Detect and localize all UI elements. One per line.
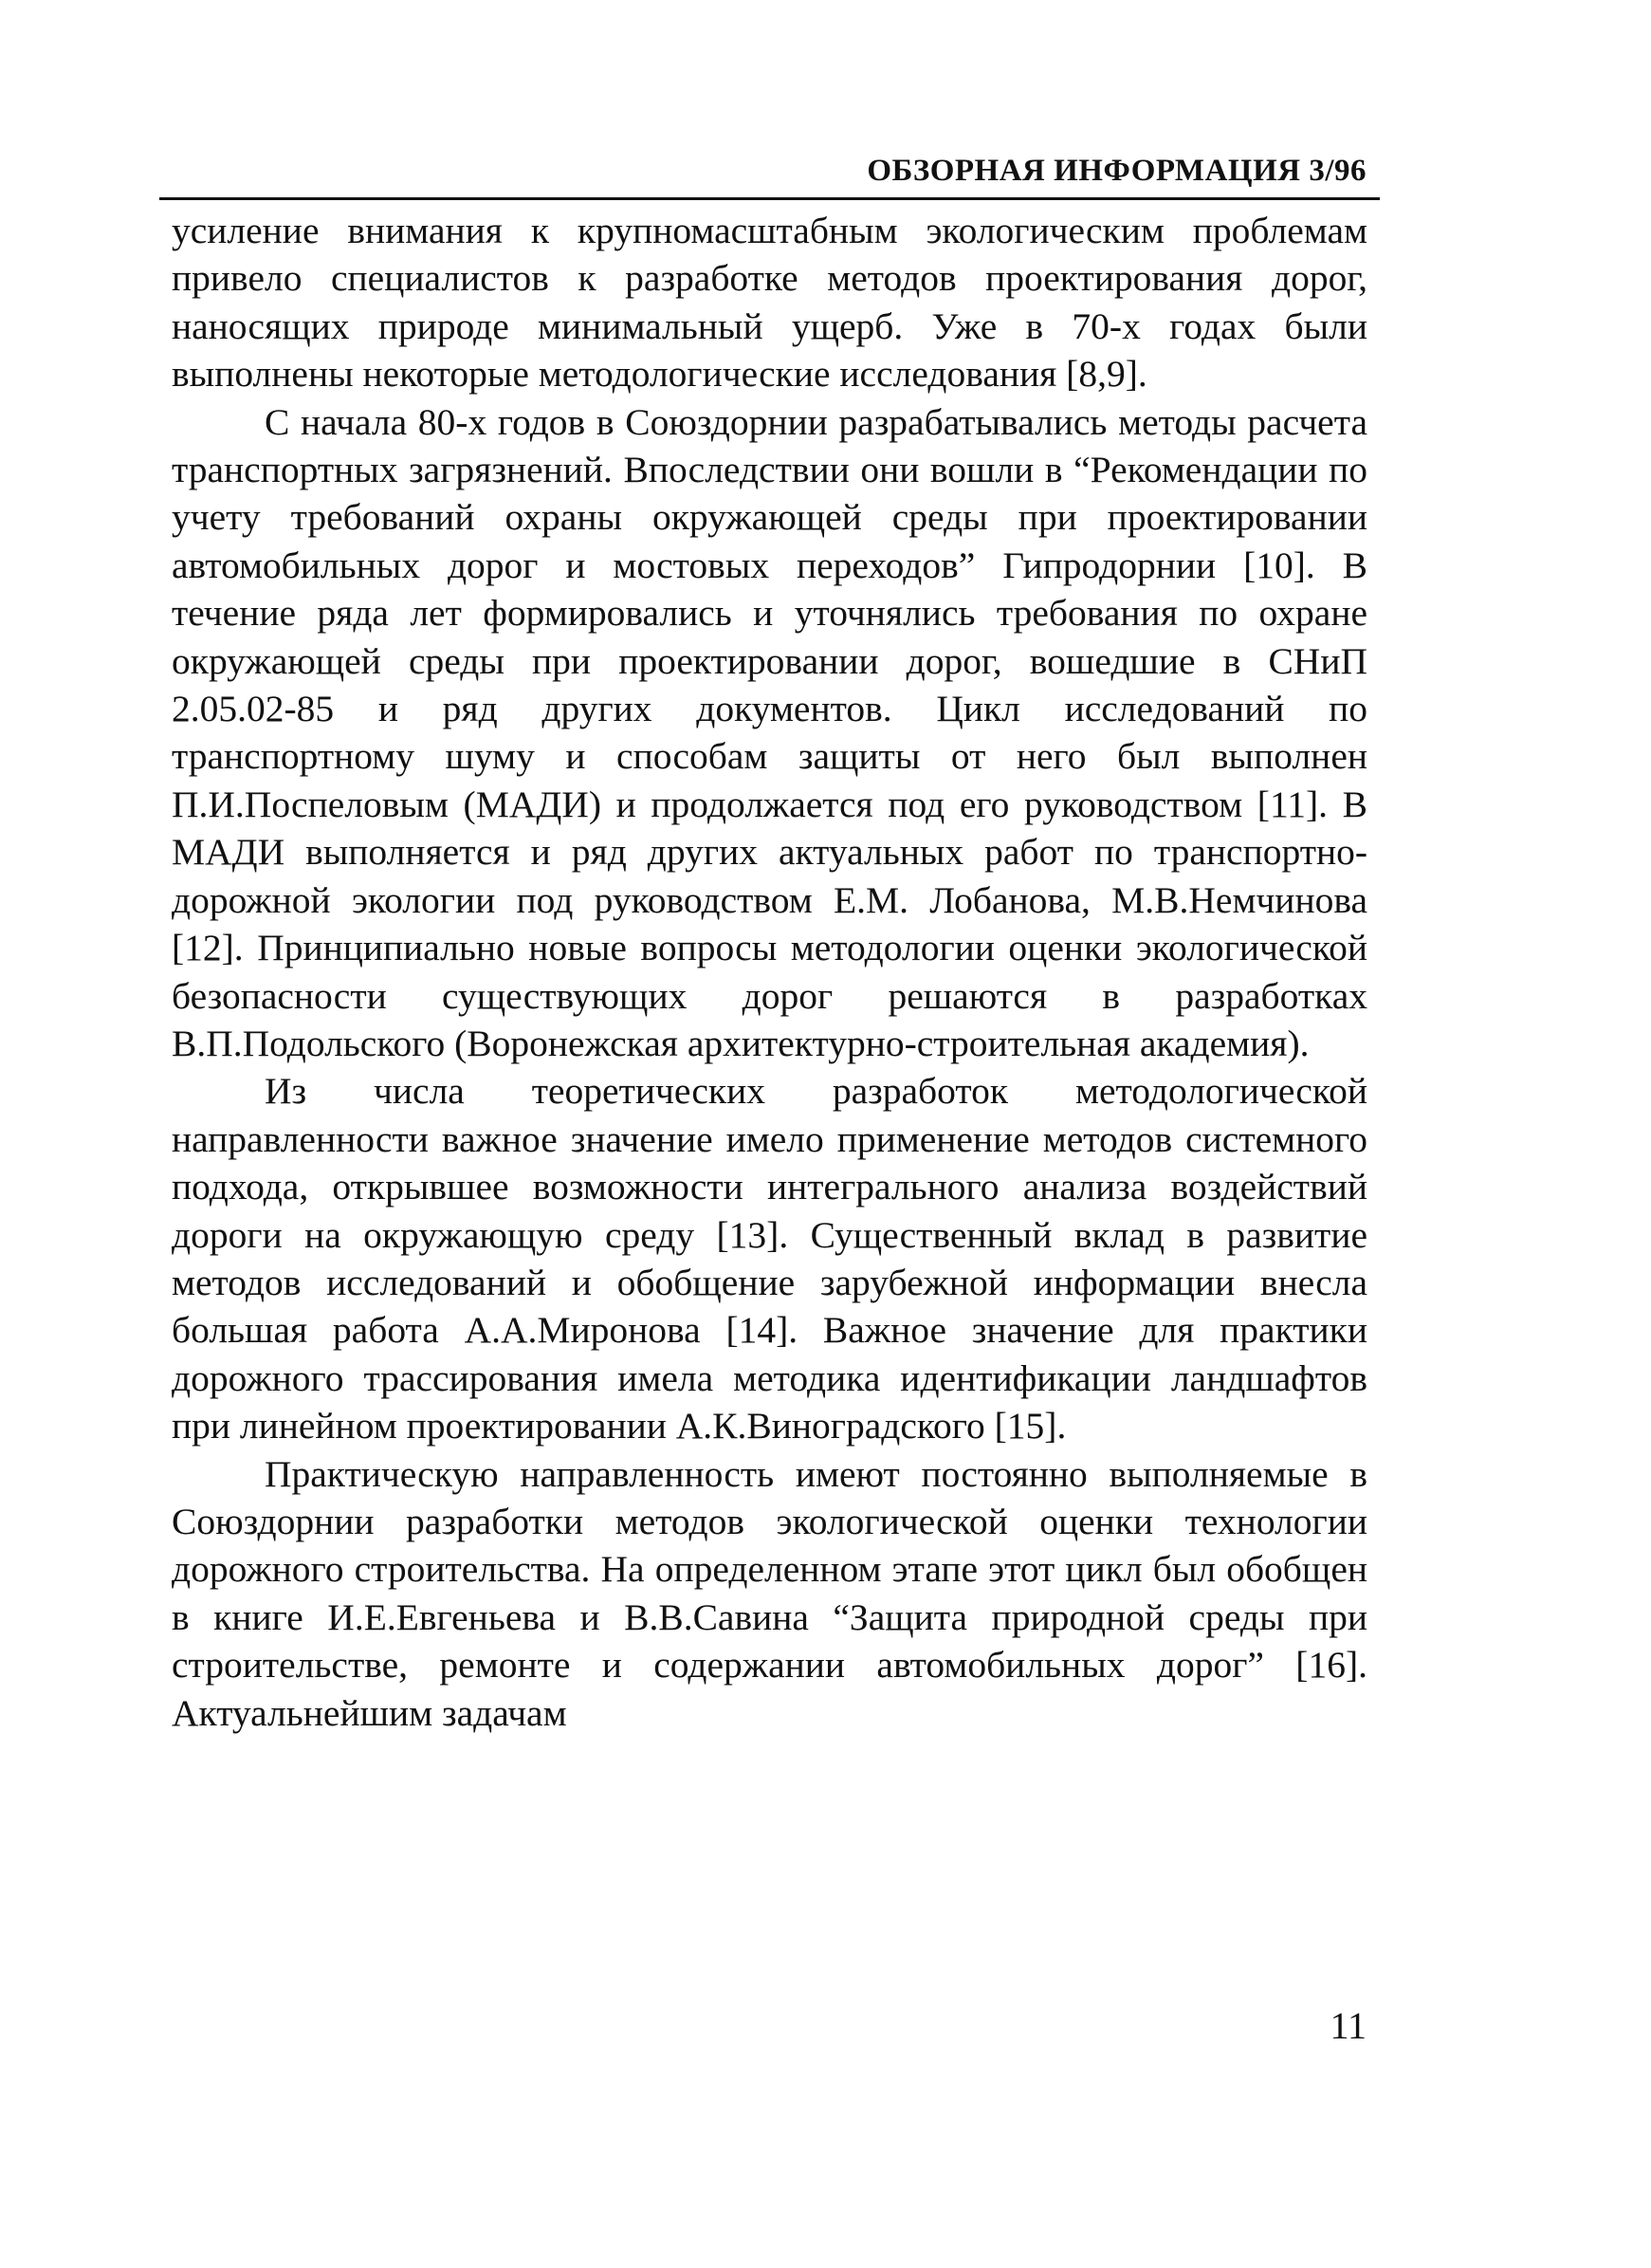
running-header-title: ОБЗОРНАЯ ИНФОРМАЦИЯ 3/96 <box>867 154 1367 188</box>
paragraph-continuation: усиление внимания к крупномасштабным экологическим проблемам привело специалистов к разработке методов проектирования дорог, наносящих природе минимальный ущерб. Уже в 70-х годах были выполнены некоторые методологические исследования [8,9]. <box>172 210 1367 396</box>
paragraph-theoretical-work: Из числа теоретических разработок методологической направленности важное значение имело применение методов системного подхода, открывшее возможности интегрального анализа воздействий дороги на окружающую среду [13]. Существенный вклад в развитие методов исследований и обобщение зарубежной информации внесла большая работа А.А.Миронова [14]. Важное значение для практики дорожного трассирования имела методика идентификации ландшафтов при линейном проектировании А.К.Виноградского [15]. <box>172 1070 1367 1447</box>
paragraph-practical-work: Практическую направленность имеют постоянно выполняемые в Союздорнии разработки методов экологической оценки технологии дорожного строительства. На определенном этапе этот цикл был обобщен в книге И.Е.Евгеньева и В.В.Савина “Защита природной среды при строительстве, ремонте и содержании автомобильных дорог” [16]. Актуальнейшим задачам <box>172 1452 1367 1734</box>
page-header <box>159 144 1380 200</box>
body-text <box>172 207 1367 1737</box>
paragraph-soyuzdornii-methods: С начала 80-х годов в Союздорнии разрабатывались методы расчета транспортных загрязнений. Впоследствии они вошли в “Рекомендации по учету требований охраны окружающей среды при проектировании автомобильных дорог и мостовых переходов” Гипродорнии [10]. В течение ряда лет формировались и уточнялись требования по охране окружающей среды при проектировании дорог, вошедшие в СНиП 2.05.02-85 и ряд других документов. Цикл исследований по транспортному шуму и способам защиты от него был выполнен П.И.Поспеловым (МАДИ) и продолжается под его руководством [11]. В МАДИ выполняется и ряд других актуальных работ по транспортно-дорожной экологии под руководством Е.М. Лобанова, М.В.Немчинова [12]. Принципиально новые вопросы методологии оценки экологической безопасности существующих дорог решаются в разработках В.П.Подольского (Воронежская архитектурно-строительная академия). <box>172 400 1367 1064</box>
page-number: 11 <box>1330 2004 1367 2047</box>
